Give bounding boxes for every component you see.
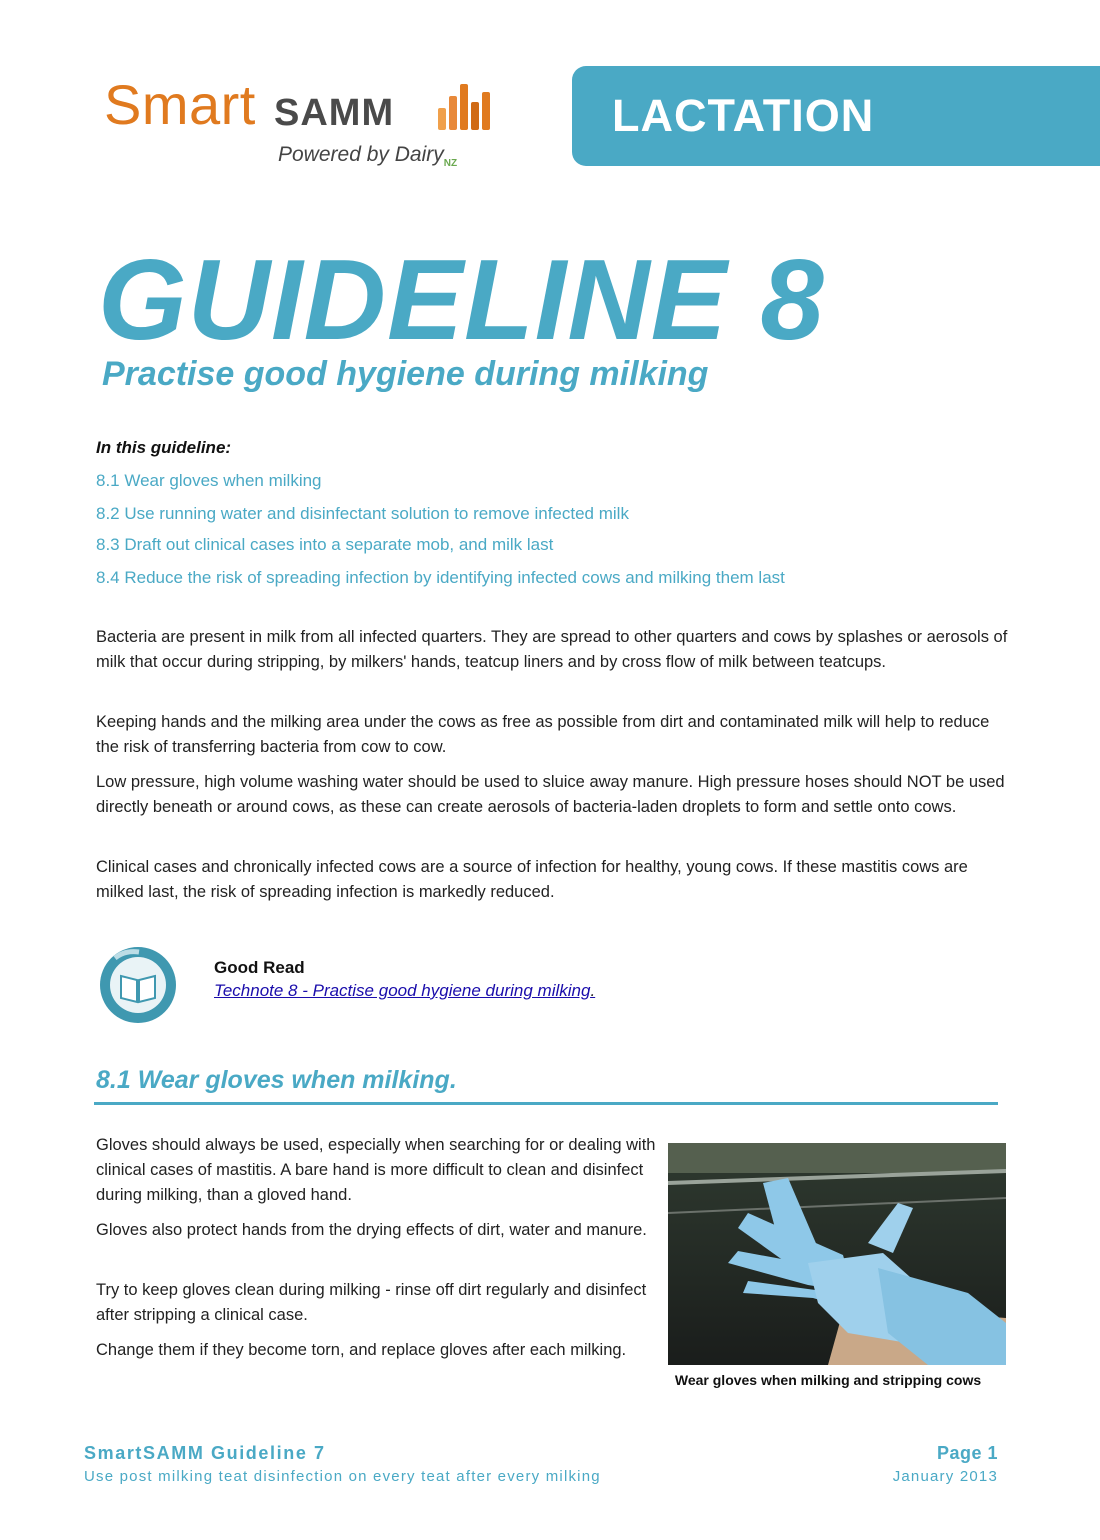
footer-page-number: Page 1 xyxy=(936,1443,998,1463)
technote-link[interactable]: Technote 8 - Practise good hygiene during milking. xyxy=(214,981,596,1000)
toc-link-8-3[interactable]: 8.3 Draft out clinical cases into a separate mob, and milk last xyxy=(96,535,554,554)
intro-paragraph: Keeping hands and the milking area under the cows as free as possible from dirt and contaminated milk will help to reduce the risk of transferring bacteria from cow to cow. xyxy=(96,713,990,756)
section-heading-8-1: 8.1 Wear gloves when milking. xyxy=(96,1066,457,1094)
logo-smart-text: Smart xyxy=(104,73,256,136)
good-read-label: Good Read xyxy=(214,958,305,977)
gloves-photo xyxy=(668,1143,1006,1365)
intro-paragraph: Clinical cases and chronically infected cows are a source of infection for healthy, young cows. If these mastitis cows are milked last, the risk of spreading infection is markedly reduced. xyxy=(96,858,968,901)
section-paragraph: Try to keep gloves clean during milking - rinse off dirt regularly and disinfect after stripping a clinical case. xyxy=(96,1281,647,1324)
logo-samm-text: SAMM xyxy=(274,92,395,134)
section-tab-lactation: LACTATION xyxy=(572,66,1100,166)
section-paragraph: Change them if they become torn, and replace gloves after each milking. xyxy=(96,1341,627,1359)
section-divider xyxy=(94,1102,998,1105)
page-subtitle: Practise good hygiene during milking xyxy=(102,355,709,393)
section-paragraph: Gloves also protect hands from the drying effects of dirt, water and manure. xyxy=(96,1221,647,1239)
logo-bars-icon xyxy=(438,80,498,130)
toc-heading: In this guideline: xyxy=(96,438,232,457)
page-title: GUIDELINE 8 xyxy=(98,237,825,364)
toc-link-8-4[interactable]: 8.4 Reduce the risk of spreading infection by identifying infected cows and milking them last xyxy=(96,568,785,587)
intro-paragraph: Low pressure, high volume washing water should be used to sluice away manure. High pressure hoses should NOT be used directly beneath or around cows, as these can create aerosols of bacteria-laden droplets to form and settle onto cows. xyxy=(96,773,1005,816)
logo-powered-by: Powered by Dairy$_{NZ}$ xyxy=(278,143,458,170)
photo-caption: Wear gloves when milking and stripping cows xyxy=(674,1372,982,1388)
toc-link-8-2[interactable]: 8.2 Use running water and disinfectant solution to remove infected milk xyxy=(96,504,629,523)
book-icon xyxy=(95,940,181,1026)
toc-link-8-1[interactable]: 8.1 Wear gloves when milking xyxy=(96,471,322,490)
footer-date: January 2013 xyxy=(892,1468,998,1485)
section-paragraph: Gloves should always be used, especially when searching for or dealing with clinical cases of mastitis. A bare hand is more difficult to clean and disinfect during milking, than a gloved hand. xyxy=(96,1136,656,1204)
footer-title: SmartSAMM Guideline 7 xyxy=(84,1443,326,1463)
footer-subtitle: Use post milking teat disinfection on every teat after every milking xyxy=(84,1468,601,1485)
intro-paragraph: Bacteria are present in milk from all infected quarters. They are spread to other quarters and cows by splashes or aerosols of milk that occur during stripping, by milkers' hands, teatcup liners and by cross flow of milk between teatcups. xyxy=(96,628,1008,671)
smartsamm-logo xyxy=(100,70,520,180)
